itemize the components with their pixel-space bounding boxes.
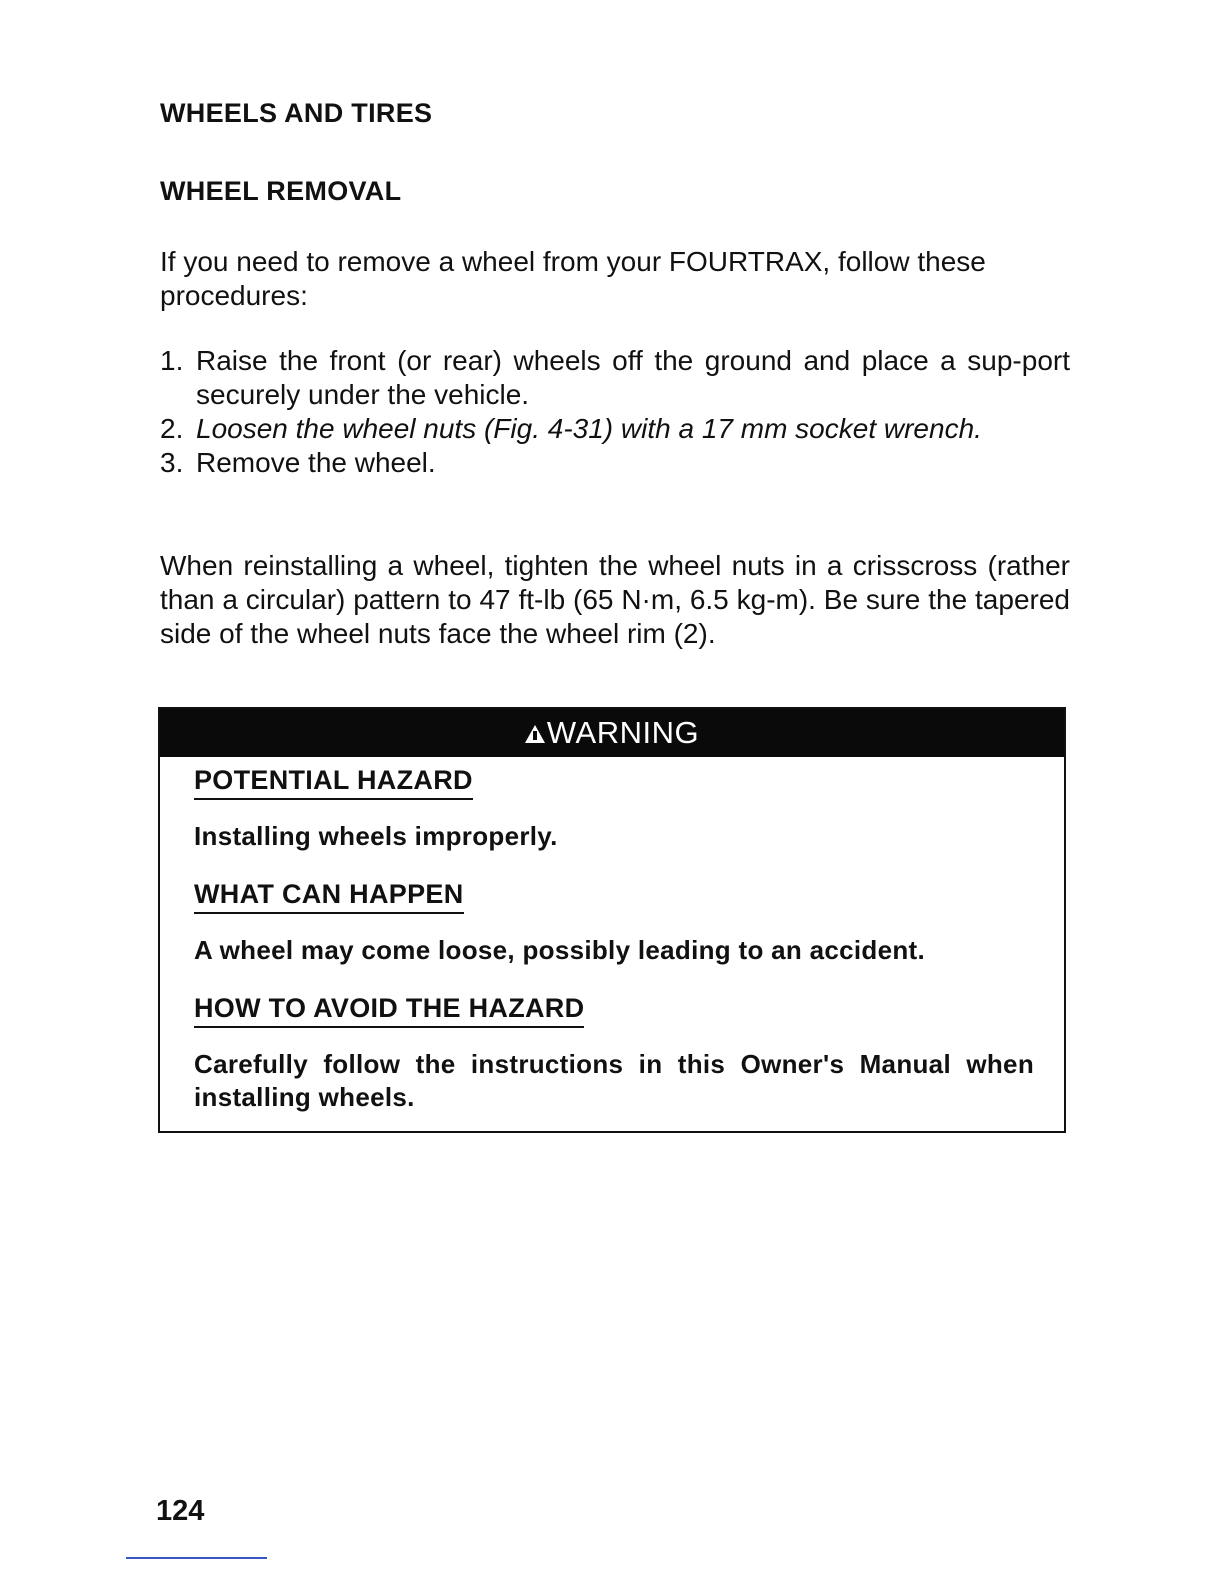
- step-text: Remove the wheel.: [196, 447, 436, 478]
- what-can-happen-text: A wheel may come loose, possibly leading to an accident.: [194, 935, 926, 965]
- page-number: 124: [156, 1495, 205, 1527]
- step-number: 2.: [160, 413, 184, 444]
- section-title: WHEELS AND TIRES: [160, 98, 433, 128]
- warning-label: WARNING: [546, 715, 700, 750]
- warning-box: [158, 707, 1066, 1133]
- step-number: 3.: [160, 447, 184, 478]
- what-can-happen-heading: WHAT CAN HAPPEN: [194, 879, 464, 914]
- reinstall-paragraph: When reinstalling a wheel, tighten the wheel nuts in a crisscross (rather than a circular) pattern to 47 ft-lb (65 N·m, 6.5 kg-m). Be sure the tapered side of the wheel nuts face the wheel rim (2).: [160, 550, 1070, 649]
- step-item: [160, 344, 1070, 412]
- warning-content: [194, 765, 1034, 1140]
- how-to-avoid-heading: HOW TO AVOID THE HAZARD: [194, 993, 584, 1028]
- step-text: Raise the front (or rear) wheels off the ground and place a sup-port securely under the vehicle.: [196, 345, 1070, 410]
- how-to-avoid-text: Carefully follow the instructions in this Owner's Manual when installing wheels.: [194, 1049, 1034, 1112]
- warning-header: [160, 709, 1064, 757]
- potential-hazard-text: Installing wheels improperly.: [194, 821, 558, 851]
- warning-triangle-icon: [525, 725, 545, 743]
- step-item: [160, 446, 1070, 480]
- intro-paragraph: If you need to remove a wheel from your FOURTRAX, follow these procedures:: [160, 246, 986, 311]
- potential-hazard-heading: POTENTIAL HAZARD: [194, 765, 473, 800]
- step-number: 1.: [160, 345, 184, 376]
- subsection-title: WHEEL REMOVAL: [160, 176, 402, 206]
- footer-rule: [126, 1557, 267, 1559]
- procedure-steps: [160, 344, 1070, 480]
- step-item: [160, 412, 1070, 446]
- step-text: Loosen the wheel nuts (Fig. 4-31) with a 17 mm socket wrench.: [196, 413, 982, 444]
